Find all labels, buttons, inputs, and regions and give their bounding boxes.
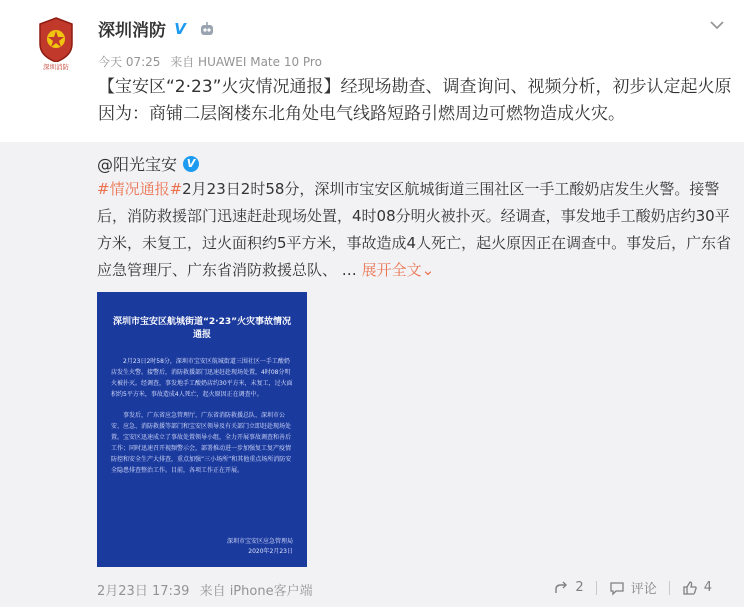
post-source: 来自 HUAWEI Mate 10 Pro — [170, 55, 322, 69]
notice-date: 2020年2月23日 — [248, 548, 293, 555]
notice-signature — [227, 537, 293, 557]
repost-button[interactable] — [541, 580, 595, 596]
ellipsis: … — [341, 261, 357, 279]
post-meta — [98, 53, 322, 70]
repost-actions — [541, 578, 724, 597]
notice-title: 深圳市宝安区航城街道“2·23”火灾事故情况通报 — [112, 317, 292, 340]
repost-body: 2月23日2时58分，深圳市宝安区航城街道三围社区一手工酸奶店发生火警。接警后，消防救援部门迅速赶赴现场处置，4时08分明火被扑灭。经调查，事发地手工酸奶店约30平方米，未复工，过火面积约5平方米，事故造成4人死亡，起火原因正在调查中。事发后，广东省应急管理厅、广东省消防救援总队、 — [97, 180, 732, 279]
post-title: 【宝安区“2·23”火灾情况通报】 — [98, 77, 341, 97]
verified-badge-icon: V — [172, 21, 188, 37]
repost-time[interactable]: 2月23日 17:39 — [97, 584, 190, 599]
share-icon — [553, 580, 569, 596]
thumbs-up-icon — [682, 580, 698, 596]
avatar-caption: 深圳消防 — [43, 63, 69, 70]
like-count: 4 — [703, 580, 712, 595]
avatar[interactable] — [28, 14, 84, 70]
comment-label: 评论 — [630, 582, 657, 597]
chevron-down-icon: ⌄ — [421, 261, 435, 279]
repost-author-line — [97, 152, 199, 175]
post-time[interactable]: 今天 07:25 — [98, 55, 161, 69]
repost-count: 2 — [575, 580, 584, 595]
like-button[interactable] — [670, 580, 724, 596]
comment-icon — [609, 580, 625, 596]
post-text — [98, 74, 738, 128]
hashtag-link[interactable]: #情况通报# — [97, 180, 183, 198]
notice-signature-org: 深圳市宝安区应急管理局 — [226, 538, 293, 545]
expand-full-text-link[interactable] — [362, 261, 435, 279]
repost-text — [97, 176, 737, 284]
repost-source: 来自 iPhone客户端 — [199, 584, 313, 599]
expand-label: 展开全文 — [361, 261, 422, 279]
verified-badge-icon: V — [183, 156, 199, 172]
repost-card — [0, 142, 744, 607]
notice-image[interactable] — [97, 292, 307, 567]
robot-icon — [198, 21, 216, 37]
chevron-down-icon[interactable] — [708, 16, 726, 34]
repost-author[interactable]: @阳光宝安 — [97, 155, 178, 174]
post-body: 经现场勘查、调查询问、视频分析，初步认定起火原因为：商铺二层阁楼东北角处电气线路短路引燃周边可燃物造成火灾。 — [98, 77, 732, 124]
repost-meta — [97, 580, 313, 599]
comment-button[interactable] — [597, 578, 669, 597]
notice-paragraph: 事发后，广东省应急管理厅、广东省消防救援总队、深圳市公安、应急、消防救援等部门和宝安区领导及有关部门立即赶赴现场处置。宝安区迅速成立了事故处置领导小组，全力开展事故调查和善后工作；同时迅速召开视频警示会，部署推动进一步加强复工复产疫情防控和安全生产大排查，重点加强“三小场所”和其他重点场所消防安全隐患排查整治工作。目前，各项工作正在开展。 — [111, 412, 292, 474]
notice-paragraph: 2月23日2时58分，深圳市宝安区航城街道三围社区一手工酸奶店发生火警。接警后，消防救援部门迅速赶赴现场处置，4时08分明火被扑灭。经调查，事发地手工酸奶店约30平方米，未复工，过火面积约5平方米，事故造成4人死亡，起火原因正在调查中。 — [111, 358, 293, 398]
account-header — [98, 16, 216, 41]
account-name[interactable]: 深圳消防 — [98, 21, 166, 41]
